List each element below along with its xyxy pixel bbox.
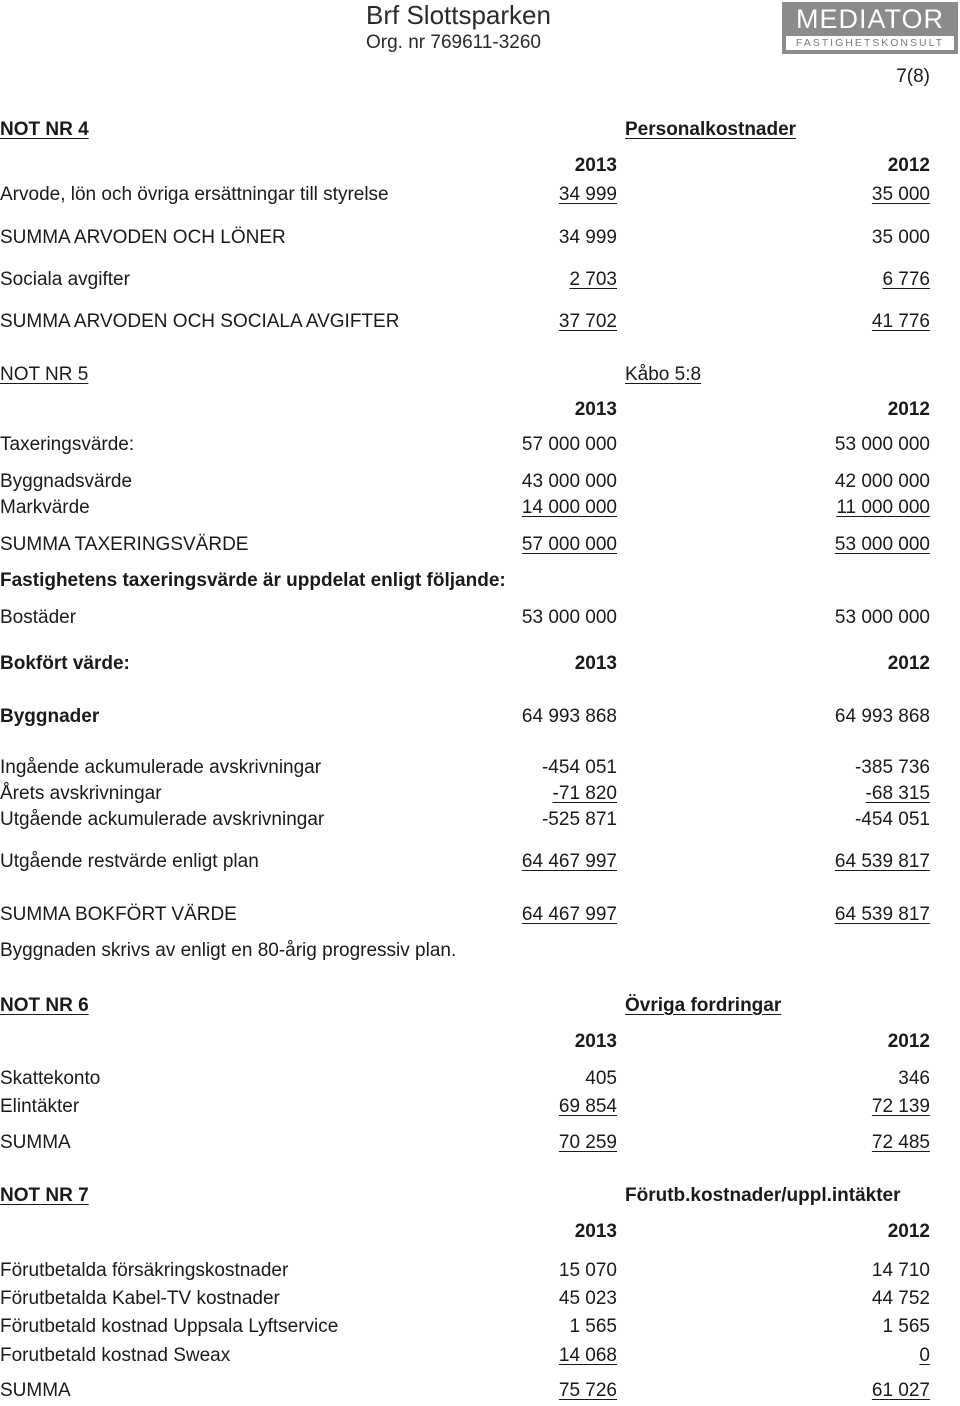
logo-sub-text: FASTIGHETSKONSULT bbox=[786, 36, 954, 50]
row-label: Förutbetalda Kabel-TV kostnader bbox=[0, 1288, 280, 1309]
value-2013: -71 820 bbox=[552, 783, 617, 804]
value-2013: 53 000 000 bbox=[521, 607, 617, 628]
note7-title: Förutb.kostnader/uppl.intäkter bbox=[625, 1185, 901, 1206]
value-2012: 346 bbox=[898, 1068, 930, 1089]
value-2012: 1 565 bbox=[882, 1316, 930, 1337]
year-2013: 2013 bbox=[574, 155, 617, 176]
row-label: Sociala avgifter bbox=[0, 269, 130, 290]
value-2013: 57 000 000 bbox=[521, 534, 617, 555]
value-2012: 53 000 000 bbox=[834, 607, 930, 628]
year-2013: 2013 bbox=[574, 399, 617, 420]
value-2013: 43 000 000 bbox=[521, 471, 617, 492]
value-2013: 2 703 bbox=[569, 269, 617, 290]
row-label: SUMMA bbox=[0, 1380, 71, 1401]
value-2012: -454 051 bbox=[854, 809, 930, 830]
note5-label: NOT NR 5 bbox=[0, 364, 89, 385]
value-2012: 11 000 000 bbox=[836, 497, 930, 518]
row-label: Forutbetald kostnad Sweax bbox=[0, 1345, 231, 1366]
table-row bbox=[0, 851, 960, 877]
row-label: Utgående ackumulerade avskrivningar bbox=[0, 809, 325, 830]
row-label: Arvode, lön och övriga ersättningar till styrelse bbox=[0, 184, 389, 205]
year-2013: 2013 bbox=[574, 1031, 617, 1052]
year-2012: 2012 bbox=[887, 1221, 930, 1242]
note4-title: Personalkostnader bbox=[625, 119, 797, 140]
note6-title: Övriga fordringar bbox=[625, 995, 782, 1016]
table-row bbox=[0, 607, 960, 633]
logo-main-text: MEDIATOR bbox=[795, 4, 944, 34]
value-2013: 64 993 868 bbox=[521, 706, 617, 727]
value-2012: -385 736 bbox=[854, 757, 930, 778]
value-2012: 41 776 bbox=[871, 311, 930, 332]
row-label: Byggnader bbox=[0, 706, 100, 727]
value-2013: -454 051 bbox=[541, 757, 617, 778]
value-2012: 6 776 bbox=[882, 269, 930, 290]
table-row bbox=[0, 706, 960, 732]
year-2012: 2012 bbox=[887, 399, 930, 420]
row-label: Årets avskrivningar bbox=[0, 783, 162, 804]
table-row bbox=[0, 434, 960, 460]
bokfort-heading bbox=[0, 653, 960, 679]
value-2013: 34 999 bbox=[558, 184, 617, 205]
value-2012: 53 000 000 bbox=[834, 534, 930, 555]
value-2012: 44 752 bbox=[871, 1288, 930, 1309]
note5-heading bbox=[0, 364, 960, 390]
note7-years bbox=[0, 1221, 960, 1247]
row-label: SUMMA BOKFÖRT VÄRDE bbox=[0, 904, 237, 925]
table-row bbox=[0, 1260, 960, 1286]
table-row bbox=[0, 471, 960, 497]
note5-years bbox=[0, 399, 960, 425]
value-2012: 64 539 817 bbox=[834, 904, 930, 925]
note6-heading bbox=[0, 995, 960, 1021]
table-row bbox=[0, 783, 960, 809]
value-2012: 72 139 bbox=[871, 1096, 930, 1117]
year-2012: 2012 bbox=[887, 1031, 930, 1052]
note7-heading bbox=[0, 1185, 960, 1211]
row-label: Utgående restvärde enligt plan bbox=[0, 851, 259, 872]
table-row bbox=[0, 227, 960, 253]
table-row bbox=[0, 1132, 960, 1158]
value-2012: 14 710 bbox=[871, 1260, 930, 1281]
row-label: Förutbetald kostnad Uppsala Lyftservice bbox=[0, 1316, 339, 1337]
row-label: SUMMA ARVODEN OCH SOCIALA AVGIFTER bbox=[0, 311, 400, 332]
row-label: Markvärde bbox=[0, 497, 90, 518]
value-2013: 57 000 000 bbox=[521, 434, 617, 455]
note5-title: Kåbo 5:8 bbox=[625, 364, 702, 385]
plan-note bbox=[0, 940, 960, 966]
value-2013: 15 070 bbox=[558, 1260, 617, 1281]
table-row bbox=[0, 809, 960, 835]
note7-label: NOT NR 7 bbox=[0, 1185, 89, 1206]
fordelning-heading: Fastighetens taxeringsvärde är uppdelat enligt följande: bbox=[0, 570, 506, 591]
value-2012: 35 000 bbox=[871, 227, 930, 248]
row-label: Taxeringsvärde: bbox=[0, 434, 135, 455]
org-number: Org. nr 769611-3260 bbox=[366, 32, 541, 53]
value-2013: 64 467 997 bbox=[521, 851, 617, 872]
value-2013: 45 023 bbox=[558, 1288, 617, 1309]
table-row bbox=[0, 1288, 960, 1314]
value-2013: 75 726 bbox=[558, 1380, 617, 1401]
row-label: SUMMA TAXERINGSVÄRDE bbox=[0, 534, 249, 555]
value-2013: 70 259 bbox=[558, 1132, 617, 1153]
table-row bbox=[0, 1345, 960, 1371]
page-number: 7(8) bbox=[896, 66, 930, 87]
value-2013: 405 bbox=[585, 1068, 617, 1089]
row-label: SUMMA bbox=[0, 1132, 71, 1153]
row-label: Elintäkter bbox=[0, 1096, 80, 1117]
row-label: Förutbetalda försäkringskostnader bbox=[0, 1260, 289, 1281]
note6-label: NOT NR 6 bbox=[0, 995, 89, 1016]
value-2013: 14 000 000 bbox=[521, 497, 617, 518]
value-2013: 37 702 bbox=[558, 311, 617, 332]
note4-heading bbox=[0, 119, 960, 145]
value-2013: 14 068 bbox=[558, 1345, 617, 1366]
value-2012: 72 485 bbox=[871, 1132, 930, 1153]
table-row bbox=[0, 184, 960, 210]
association-name: Brf Slottsparken bbox=[366, 0, 551, 30]
plan-note-text: Byggnaden skrivs av enligt en 80-årig progressiv plan. bbox=[0, 940, 457, 961]
value-2013: 64 467 997 bbox=[521, 904, 617, 925]
row-label: Ingående ackumulerade avskrivningar bbox=[0, 757, 322, 778]
table-row bbox=[0, 1316, 960, 1342]
table-row bbox=[0, 497, 960, 523]
year-2012: 2012 bbox=[887, 653, 930, 674]
note4-label: NOT NR 4 bbox=[0, 119, 89, 140]
year-2012: 2012 bbox=[887, 155, 930, 176]
row-label: Bokfört värde: bbox=[0, 653, 130, 674]
row-label: Byggnadsvärde bbox=[0, 471, 133, 492]
section-heading bbox=[0, 570, 960, 596]
note4-years bbox=[0, 155, 960, 181]
table-row bbox=[0, 1096, 960, 1122]
table-row bbox=[0, 1380, 960, 1406]
table-row bbox=[0, 904, 960, 930]
value-2012: -68 315 bbox=[865, 783, 930, 804]
table-row bbox=[0, 311, 960, 337]
value-2012: 0 bbox=[919, 1345, 930, 1366]
value-2013: -525 871 bbox=[541, 809, 617, 830]
table-row bbox=[0, 1068, 960, 1094]
mediator-logo bbox=[782, 2, 958, 54]
table-row bbox=[0, 757, 960, 783]
year-2013: 2013 bbox=[574, 653, 617, 674]
value-2013: 69 854 bbox=[558, 1096, 617, 1117]
table-row bbox=[0, 534, 960, 560]
note6-years bbox=[0, 1031, 960, 1057]
value-2012: 35 000 bbox=[871, 184, 930, 205]
value-2013: 1 565 bbox=[569, 1316, 617, 1337]
row-label: Bostäder bbox=[0, 607, 77, 628]
row-label: Skattekonto bbox=[0, 1068, 101, 1089]
table-row bbox=[0, 269, 960, 295]
value-2012: 64 539 817 bbox=[834, 851, 930, 872]
value-2012: 61 027 bbox=[871, 1380, 930, 1401]
row-label: SUMMA ARVODEN OCH LÖNER bbox=[0, 227, 286, 248]
value-2013: 34 999 bbox=[558, 227, 617, 248]
value-2012: 64 993 868 bbox=[834, 706, 930, 727]
value-2012: 53 000 000 bbox=[834, 434, 930, 455]
value-2012: 42 000 000 bbox=[834, 471, 930, 492]
year-2013: 2013 bbox=[574, 1221, 617, 1242]
